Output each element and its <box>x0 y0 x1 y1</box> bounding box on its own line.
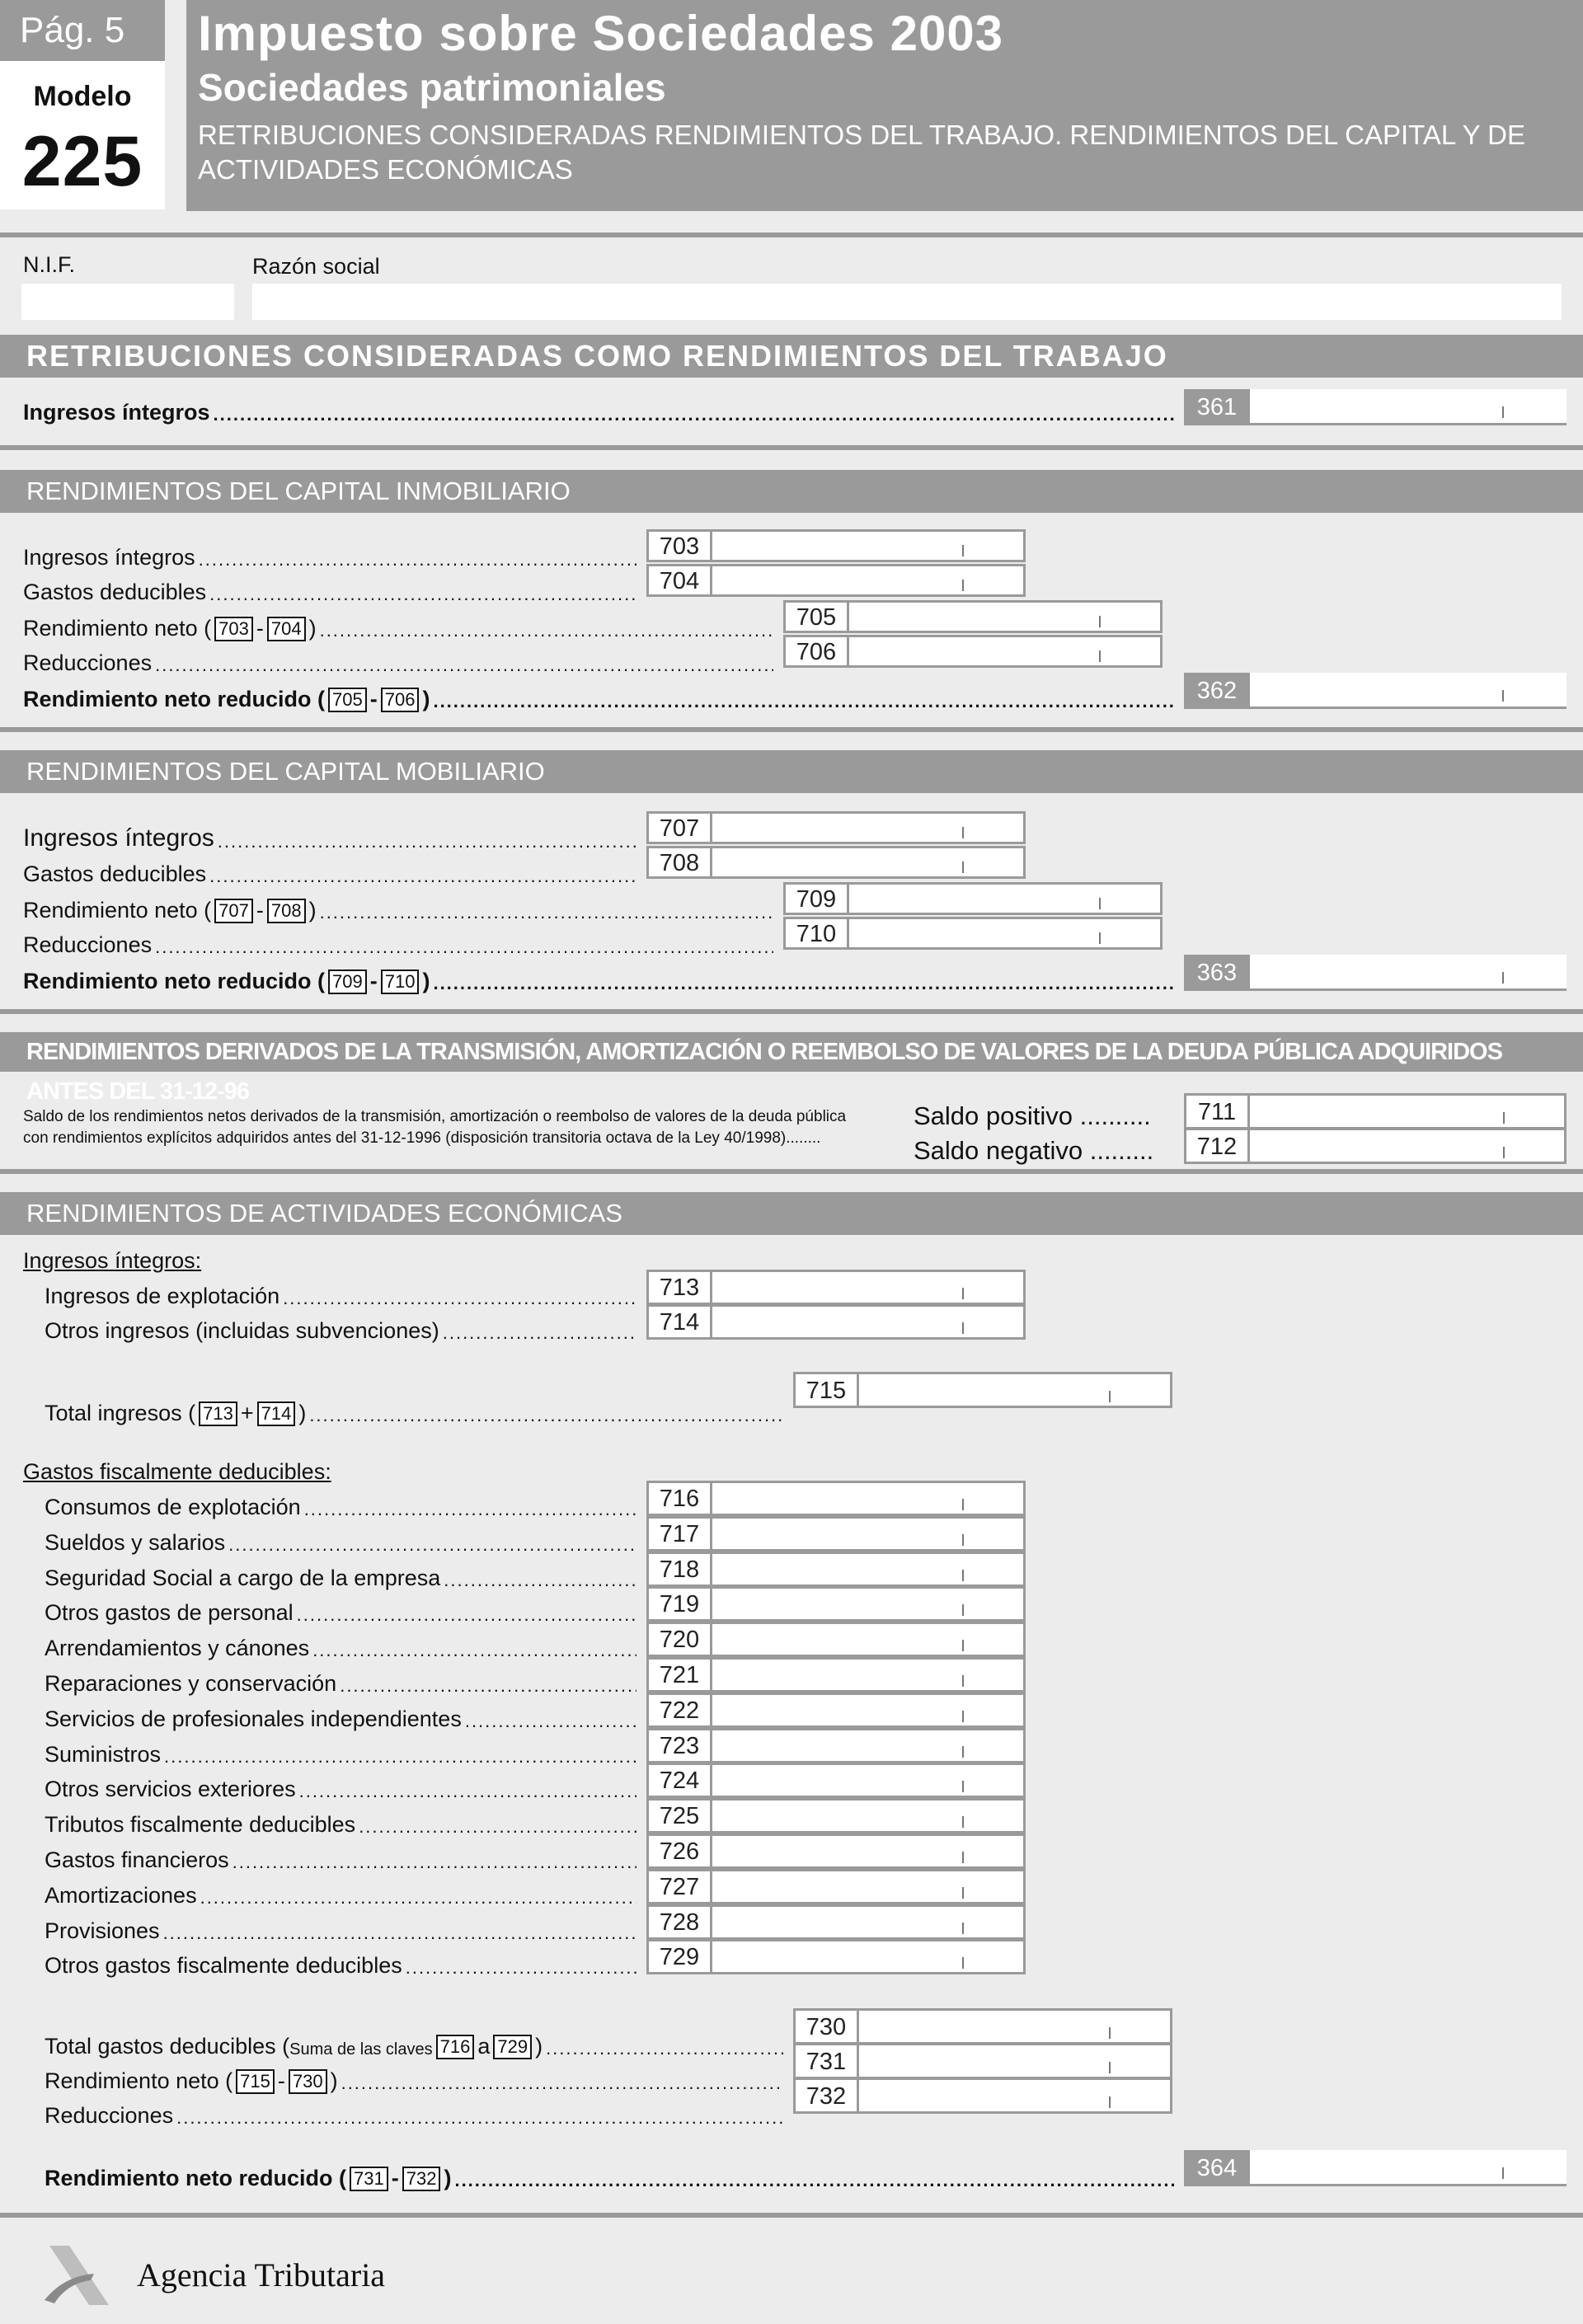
section-mobiliario-title: RENDIMIENTOS DEL CAPITAL MOBILIARIO <box>0 750 1583 793</box>
ingresos-label: Ingresos de explotación <box>45 1284 280 1308</box>
act-reducido-label: Rendimiento neto reducido ( <box>45 2166 347 2190</box>
gastos-label: Reparaciones y conservación <box>45 1671 337 1696</box>
page-number: Pág. 5 <box>0 0 165 61</box>
total-code: 364 <box>1184 2150 1250 2186</box>
field-code: 721 <box>649 1660 712 1690</box>
razon-social-label: Razón social <box>252 254 380 279</box>
inmob-ingresos-row <box>23 538 636 570</box>
field-code: 709 <box>786 885 849 913</box>
gastos-label: Arrendamientos y cánones <box>45 1636 310 1661</box>
gastos-label: Otros gastos de personal <box>45 1600 294 1626</box>
gastos-row <box>45 1628 636 1661</box>
gastos-label: Servicios de profesionales independientes <box>45 1706 462 1731</box>
field-code: 727 <box>649 1871 712 1902</box>
field-code: 703 <box>649 532 712 560</box>
ref-box: 730 <box>289 2069 327 2094</box>
nif-label: N.I.F. <box>23 252 76 277</box>
inmob-gastos-row <box>23 572 636 605</box>
ref-box: 706 <box>381 688 420 712</box>
modelo-number: 225 <box>21 122 143 201</box>
total-gastos-label: Total gastos deducibles ( <box>45 2034 290 2059</box>
total-code: 363 <box>1184 955 1250 991</box>
ref-box: 714 <box>257 1401 296 1426</box>
mob-neto-row <box>23 890 773 923</box>
inmob-gastos-label: Gastos deducibles <box>23 580 207 604</box>
field-code: 719 <box>649 1589 712 1619</box>
section-inmobiliario-title: RENDIMIENTOS DEL CAPITAL INMOBILIARIO <box>0 470 1583 513</box>
gastos-row <box>45 1558 636 1591</box>
ref-box: 708 <box>267 899 306 923</box>
inmob-ingresos-label: Ingresos íntegros <box>23 545 195 570</box>
section-deuda-title: RENDIMIENTOS DERIVADOS DE LA TRANSMISIÓN, AMORTIZACIÓN O REEMBOLSO DE VALORES DE LA DEUDA PÚBLICA ADQUIRIDOS ANTES DEL 31-12-96 <box>0 1032 1583 1072</box>
ref-box: 707 <box>214 899 253 923</box>
field-code: 714 <box>649 1307 712 1337</box>
gastos-row <box>45 1946 636 1979</box>
gastos-label: Seguridad Social a cargo de la empresa <box>45 1565 441 1590</box>
razon-social-field[interactable] <box>252 284 1562 320</box>
field-code: 729 <box>649 1941 712 1972</box>
field-710[interactable] <box>783 917 1163 950</box>
total-gastos-small: Suma de las claves <box>289 2040 433 2059</box>
total-code: 361 <box>1184 389 1250 425</box>
field-706[interactable] <box>783 635 1163 668</box>
operator: + <box>240 1401 254 1425</box>
section-actividades-title: RENDIMIENTOS DE ACTIVIDADES ECONÓMICAS <box>0 1192 1583 1235</box>
gastos-row <box>45 1523 636 1556</box>
field-code: 728 <box>649 1907 712 1937</box>
field-723[interactable] <box>646 1728 1026 1763</box>
mob-ingresos-row <box>23 819 636 852</box>
field-code: 708 <box>649 848 712 876</box>
modelo-label: Modelo <box>33 81 132 112</box>
field-724[interactable] <box>646 1763 1026 1798</box>
operator: - <box>256 616 264 641</box>
field-728[interactable] <box>646 1904 1026 1940</box>
agencia-tributaria-logo-icon <box>41 2242 115 2312</box>
paren: ) <box>422 969 430 993</box>
field-code: 720 <box>649 1624 712 1655</box>
gastos-label: Otros gastos fiscalmente deducibles <box>45 1953 402 1979</box>
gastos-label: Amortizaciones <box>45 1882 197 1908</box>
field-727[interactable] <box>646 1869 1026 1904</box>
field-720[interactable] <box>646 1622 1026 1657</box>
gastos-label: Consumos de explotación <box>45 1495 301 1519</box>
inmob-reducido-label: Rendimiento neto reducido ( <box>23 687 326 711</box>
ref-box: 731 <box>350 2167 388 2191</box>
deuda-note <box>23 1106 904 1149</box>
section-trabajo-title: RETRIBUCIONES CONSIDERADAS COMO RENDIMIENTOS DEL TRABAJO <box>0 335 1583 378</box>
total-361[interactable] <box>1184 389 1567 425</box>
ingresos-row <box>45 1276 636 1309</box>
ref-box: 705 <box>328 688 367 712</box>
field-718[interactable] <box>646 1552 1026 1587</box>
form-title: Impuesto sobre Sociedades 2003 <box>198 6 1004 61</box>
act-neto-label: Rendimiento neto ( <box>45 2068 233 2093</box>
ref-box: 704 <box>267 617 306 641</box>
gastos-label: Sueldos y salarios <box>45 1529 226 1555</box>
gastos-label: Tributos fiscalmente deducibles <box>45 1812 356 1838</box>
field-code: 712 <box>1186 1130 1250 1162</box>
gastos-row <box>45 1487 636 1520</box>
inmob-reducciones-row <box>23 643 773 676</box>
field-726[interactable] <box>646 1833 1026 1869</box>
field-code: 711 <box>1186 1096 1250 1127</box>
form-description: RETRIBUCIONES CONSIDERADAS RENDIMIENTOS DEL TRABAJO. RENDIMIENTOS DEL CAPITAL Y DE ACTIVIDADES ECONÓMICAS <box>198 120 1525 185</box>
field-716[interactable] <box>646 1481 1026 1516</box>
field-722[interactable] <box>646 1693 1026 1728</box>
ref-box: 716 <box>436 2035 475 2059</box>
nif-field[interactable] <box>21 284 234 320</box>
operator: a <box>477 2034 491 2059</box>
act-reducciones-row <box>45 2096 783 2129</box>
field-code: 715 <box>796 1374 859 1406</box>
field-713[interactable] <box>646 1270 1026 1305</box>
total-gastos-row <box>45 2026 783 2059</box>
divider <box>0 232 1583 237</box>
inmob-neto-row <box>23 608 773 641</box>
field-715[interactable] <box>793 1372 1172 1408</box>
paren: ) <box>422 687 430 711</box>
gastos-label: Provisiones <box>45 1918 160 1943</box>
field-703[interactable] <box>646 529 1026 562</box>
field-714[interactable] <box>646 1304 1026 1340</box>
gastos-row <box>45 1664 636 1697</box>
ingresos-heading: Ingresos íntegros: <box>23 1248 202 1273</box>
field-code: 722 <box>649 1695 712 1725</box>
saldo-positivo-label: Saldo positivo .......... <box>914 1101 1151 1130</box>
field-711[interactable] <box>1184 1093 1567 1129</box>
ingresos-label: Otros ingresos (incluidas subvenciones) <box>45 1318 439 1343</box>
field-code: 713 <box>649 1272 712 1303</box>
field-code: 718 <box>649 1554 712 1585</box>
total-363[interactable] <box>1184 955 1567 991</box>
field-code: 704 <box>649 566 712 594</box>
gastos-row <box>45 1876 636 1908</box>
gastos-label: Otros servicios exteriores <box>45 1777 296 1802</box>
saldo-negativo-label: Saldo negativo ......... <box>914 1136 1154 1165</box>
inmob-reducido-row <box>23 679 1174 712</box>
total-364[interactable] <box>1184 2150 1567 2186</box>
field-729[interactable] <box>646 1939 1026 1974</box>
trabajo-ingresos-row <box>23 392 1174 425</box>
act-reducciones-label: Reducciones <box>45 2103 174 2128</box>
field-721[interactable] <box>646 1657 1026 1693</box>
total-code: 362 <box>1184 673 1250 709</box>
gastos-row <box>45 1911 636 1944</box>
field-code: 731 <box>796 2045 859 2077</box>
mob-ingresos-label: Ingresos íntegros <box>23 824 214 852</box>
ref-box: 715 <box>236 2069 275 2094</box>
operator: - <box>277 2068 285 2093</box>
ref-box: 729 <box>493 2035 532 2059</box>
ref-box: 709 <box>328 970 367 994</box>
divider <box>0 1009 1583 1014</box>
gastos-label: Gastos financieros <box>45 1847 229 1872</box>
field-code: 706 <box>786 637 849 665</box>
field-code: 730 <box>796 2011 859 2042</box>
gastos-heading: Gastos fiscalmente deducibles: <box>23 1459 331 1484</box>
gastos-label: Suministros <box>45 1741 162 1767</box>
header-banner <box>186 0 1583 211</box>
field-code: 717 <box>649 1519 712 1549</box>
field-708[interactable] <box>646 846 1026 879</box>
operator: - <box>256 898 264 923</box>
gastos-row <box>45 1735 636 1768</box>
ref-box: 713 <box>199 1401 237 1426</box>
act-neto-row <box>45 2061 783 2094</box>
divider <box>0 445 1583 450</box>
field-707[interactable] <box>646 811 1026 844</box>
gastos-row <box>45 1699 636 1732</box>
ref-box: 703 <box>214 617 253 641</box>
field-709[interactable] <box>783 882 1163 915</box>
mob-reducciones-row <box>23 925 773 958</box>
divider <box>0 727 1583 732</box>
total-ingresos-label: Total ingresos ( <box>45 1401 196 1425</box>
form-subtitle: Sociedades patrimoniales <box>198 66 666 109</box>
gastos-row <box>45 1805 636 1838</box>
paren: ) <box>308 898 317 923</box>
act-reducido-row <box>45 2158 1174 2191</box>
field-705[interactable] <box>783 600 1163 633</box>
trabajo-ingresos-label: Ingresos íntegros <box>23 400 210 425</box>
deuda-note-line: con rendimientos explícitos adquiridos antes del 31-12-1996 (disposición transitoria octava de la Ley 40/1998)........ <box>23 1129 821 1147</box>
field-732[interactable] <box>793 2078 1172 2114</box>
ingresos-row <box>45 1311 636 1344</box>
field-731[interactable] <box>793 2043 1172 2079</box>
field-code: 726 <box>649 1836 712 1866</box>
field-code: 705 <box>786 603 849 631</box>
field-717[interactable] <box>646 1516 1026 1552</box>
operator: - <box>369 687 378 711</box>
inmob-neto-label: Rendimiento neto ( <box>23 616 212 641</box>
mob-gastos-label: Gastos deducibles <box>23 862 207 886</box>
field-code: 732 <box>796 2080 859 2111</box>
paren: ) <box>444 2166 452 2190</box>
divider <box>0 2213 1583 2218</box>
mob-neto-label: Rendimiento neto ( <box>23 898 212 923</box>
ref-box: 710 <box>381 970 420 994</box>
field-code: 707 <box>649 814 712 842</box>
gastos-row <box>45 1769 636 1802</box>
field-712[interactable] <box>1184 1128 1567 1164</box>
ref-box: 732 <box>402 2167 441 2191</box>
field-725[interactable] <box>646 1798 1026 1833</box>
field-code: 716 <box>649 1483 712 1514</box>
paren: ) <box>330 2068 338 2093</box>
operator: - <box>369 969 378 993</box>
total-ingresos-row <box>45 1393 783 1426</box>
field-719[interactable] <box>646 1586 1026 1622</box>
modelo-box <box>0 61 165 209</box>
gastos-row <box>45 1840 636 1873</box>
paren: ) <box>308 616 317 641</box>
field-code: 710 <box>786 919 849 947</box>
field-code: 723 <box>649 1730 712 1761</box>
operator: - <box>391 2166 399 2190</box>
paren: ) <box>535 2034 543 2059</box>
mob-reducido-label: Rendimiento neto reducido ( <box>23 969 326 993</box>
deuda-note-line: Saldo de los rendimientos netos derivados de la transmisión, amortización o reembolso de valores de la deuda pública <box>23 1108 847 1125</box>
field-code: 724 <box>649 1765 712 1796</box>
agency-name: Agencia Tributaria <box>137 2256 386 2293</box>
mob-reducido-row <box>23 961 1174 994</box>
gastos-row <box>45 1593 636 1626</box>
field-730[interactable] <box>793 2008 1172 2045</box>
field-704[interactable] <box>646 564 1026 597</box>
mob-gastos-row <box>23 854 636 887</box>
total-362[interactable] <box>1184 673 1567 709</box>
inmob-reducciones-label: Reducciones <box>23 650 153 675</box>
divider <box>0 1169 1583 1174</box>
field-code: 725 <box>649 1801 712 1831</box>
mob-reducciones-label: Reducciones <box>23 932 153 957</box>
paren: ) <box>298 1401 307 1425</box>
